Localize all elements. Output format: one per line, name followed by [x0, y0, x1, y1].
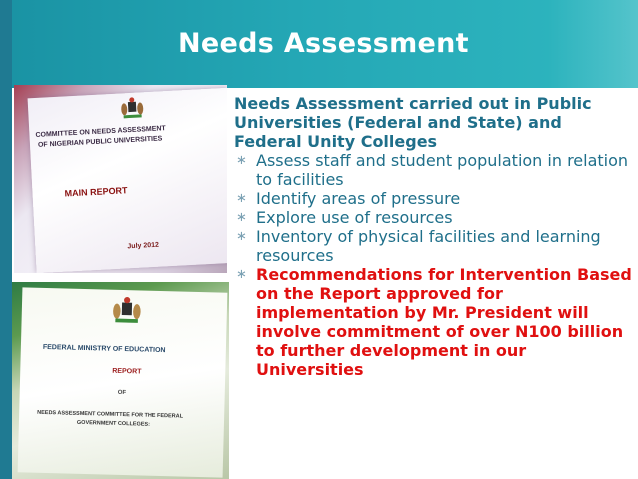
bullet-item: [234, 189, 634, 208]
asterisk-icon: ∗: [236, 191, 247, 206]
bullet-text: Assess staff and student population in relation to facilities: [256, 151, 629, 189]
report-date: July 2012: [127, 241, 160, 251]
bullet-text: Identify areas of pressure: [256, 189, 461, 208]
bullet-item: [234, 227, 634, 265]
ministry-report-photo: [12, 282, 229, 479]
report-cover-page: [28, 88, 227, 273]
main-report-photo: [14, 85, 227, 273]
bullet-item: [234, 265, 634, 379]
bullet-text: Inventory of physical facilities and learning resources: [256, 227, 601, 265]
bullet-item: [234, 151, 634, 189]
slide-title: Needs Assessment: [178, 28, 469, 59]
recommendation-text: Recommendations for Intervention Based on the Report approved for implementation by Mr. President will involve commitment of over N100 billion to further development in our Universities: [256, 265, 632, 379]
ministry-committee-line-1: NEEDS ASSESSMENT COMMITTEE FOR THE FEDERAL: [37, 409, 184, 420]
asterisk-icon: ∗: [236, 153, 247, 168]
report-committee-line-1: COMMITTEE ON NEEDS ASSESSMENT: [35, 125, 166, 139]
slide-body: [234, 94, 634, 379]
ministry-cover-page: [18, 287, 228, 477]
report-committee-line-2: OF NIGERIAN PUBLIC UNIVERSITIES: [37, 135, 163, 149]
coat-of-arms-icon: [120, 96, 145, 119]
coat-of-arms-icon: [112, 296, 143, 325]
bullet-item: [234, 208, 634, 227]
ministry-report-label: REPORT: [112, 367, 142, 376]
main-report-label: MAIN REPORT: [64, 185, 128, 199]
intro-text: Needs Assessment carried out in Public Universities (Federal and State) and Federal Unity Colleges: [234, 94, 592, 151]
ministry-name: FEDERAL MINISTRY OF EDUCATION: [42, 343, 166, 355]
asterisk-icon: ∗: [236, 210, 247, 225]
bullet-list: [234, 151, 634, 379]
asterisk-icon: ∗: [236, 267, 247, 282]
title-bar-highlight: [548, 0, 638, 88]
asterisk-icon: ∗: [236, 229, 247, 244]
left-accent-bar: [0, 0, 12, 479]
ministry-of-label: OF: [117, 389, 127, 397]
ministry-committee-line-2: GOVERNMENT COLLEGES:: [76, 419, 151, 428]
bullet-text: Explore use of resources: [256, 208, 453, 227]
